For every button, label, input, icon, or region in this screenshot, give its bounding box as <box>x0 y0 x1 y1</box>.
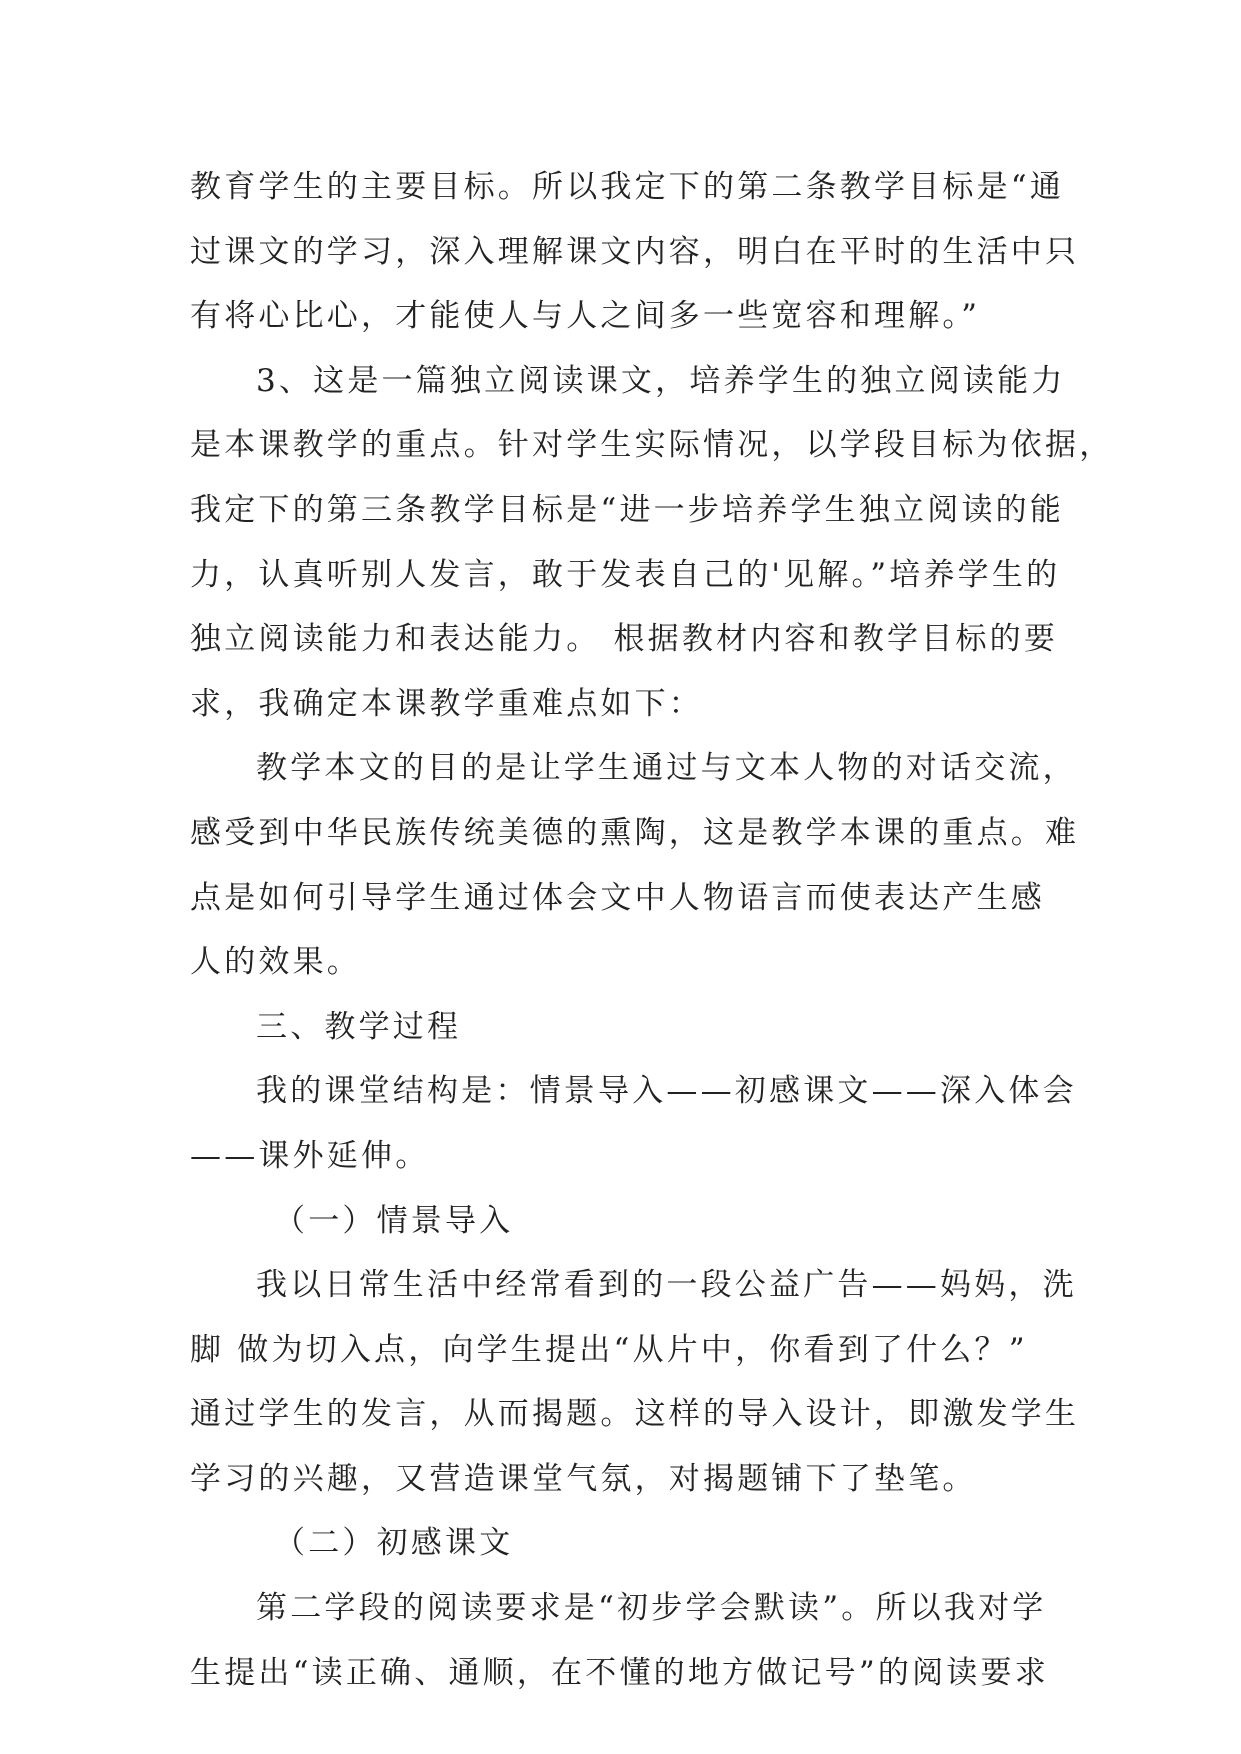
text-line: ——课外延伸。 <box>190 1137 430 1174</box>
text-line: 脚 做为切入点，向学生提出“从片中，你看到了什么？” <box>190 1331 1028 1368</box>
text-line: 人的效果。 <box>190 944 361 981</box>
text-line: 学习的兴趣，又营造课堂气氛，对揭题铺下了垫笔。 <box>190 1460 977 1497</box>
paragraph-start-line: 教学本文的目的是让学生通过与文本人物的对话交流， <box>256 750 1077 787</box>
text-line: 过课文的学习，深入理解课文内容，明白在平时的生活中只 <box>190 233 1080 270</box>
text-line: 独立阅读能力和表达能力。 根据教材内容和教学目标的要 <box>190 621 1059 658</box>
section-heading: 三、教学过程 <box>256 1008 462 1045</box>
text-line: 点是如何引导学生通过体会文中人物语言而使表达产生感 <box>190 879 1045 916</box>
text-line: 是本课教学的重点。针对学生实际情况，以学段目标为依据， <box>190 427 1114 464</box>
document-page <box>190 155 1114 1705</box>
text-line: 生提出“读正确、通顺，在不懂的地方做记号”的阅读要求 <box>190 1654 1049 1691</box>
text-line: 感受到中华民族传统美德的熏陶，这是教学本课的重点。难 <box>190 814 1080 851</box>
text-line: 我定下的第三条教学目标是“进一步培养学生独立阅读的能 <box>190 491 1065 528</box>
paragraph-start-line: 3、这是一篇独立阅读课文，培养学生的独立阅读能力 <box>256 362 1066 399</box>
subsection-heading: （一）情景导入 <box>274 1202 514 1239</box>
paragraph-start-line: 我以日常生活中经常看到的一段公益广告——妈妈，洗 <box>256 1267 1077 1304</box>
subsection-heading: （二）初感课文 <box>274 1525 514 1562</box>
text-line: 力，认真听别人发言，敢于发表自己的'见解。”培养学生的 <box>190 556 1061 593</box>
paragraph-start-line: 我的课堂结构是：情景导入——初感课文——深入体会 <box>256 1073 1077 1110</box>
text-line: 教育学生的主要目标。所以我定下的第二条教学目标是“通 <box>190 169 1065 205</box>
paragraph-start-line: 第二学段的阅读要求是“初步学会默读”。所以我对学 <box>256 1590 1047 1627</box>
text-line: 求，我确定本课教学重难点如下： <box>190 685 703 722</box>
text-line: 有将心比心，才能使人与人之间多一些宽容和理解。” <box>190 298 981 335</box>
text-line: 通过学生的发言，从而揭题。这样的导入设计，即激发学生 <box>190 1396 1080 1433</box>
